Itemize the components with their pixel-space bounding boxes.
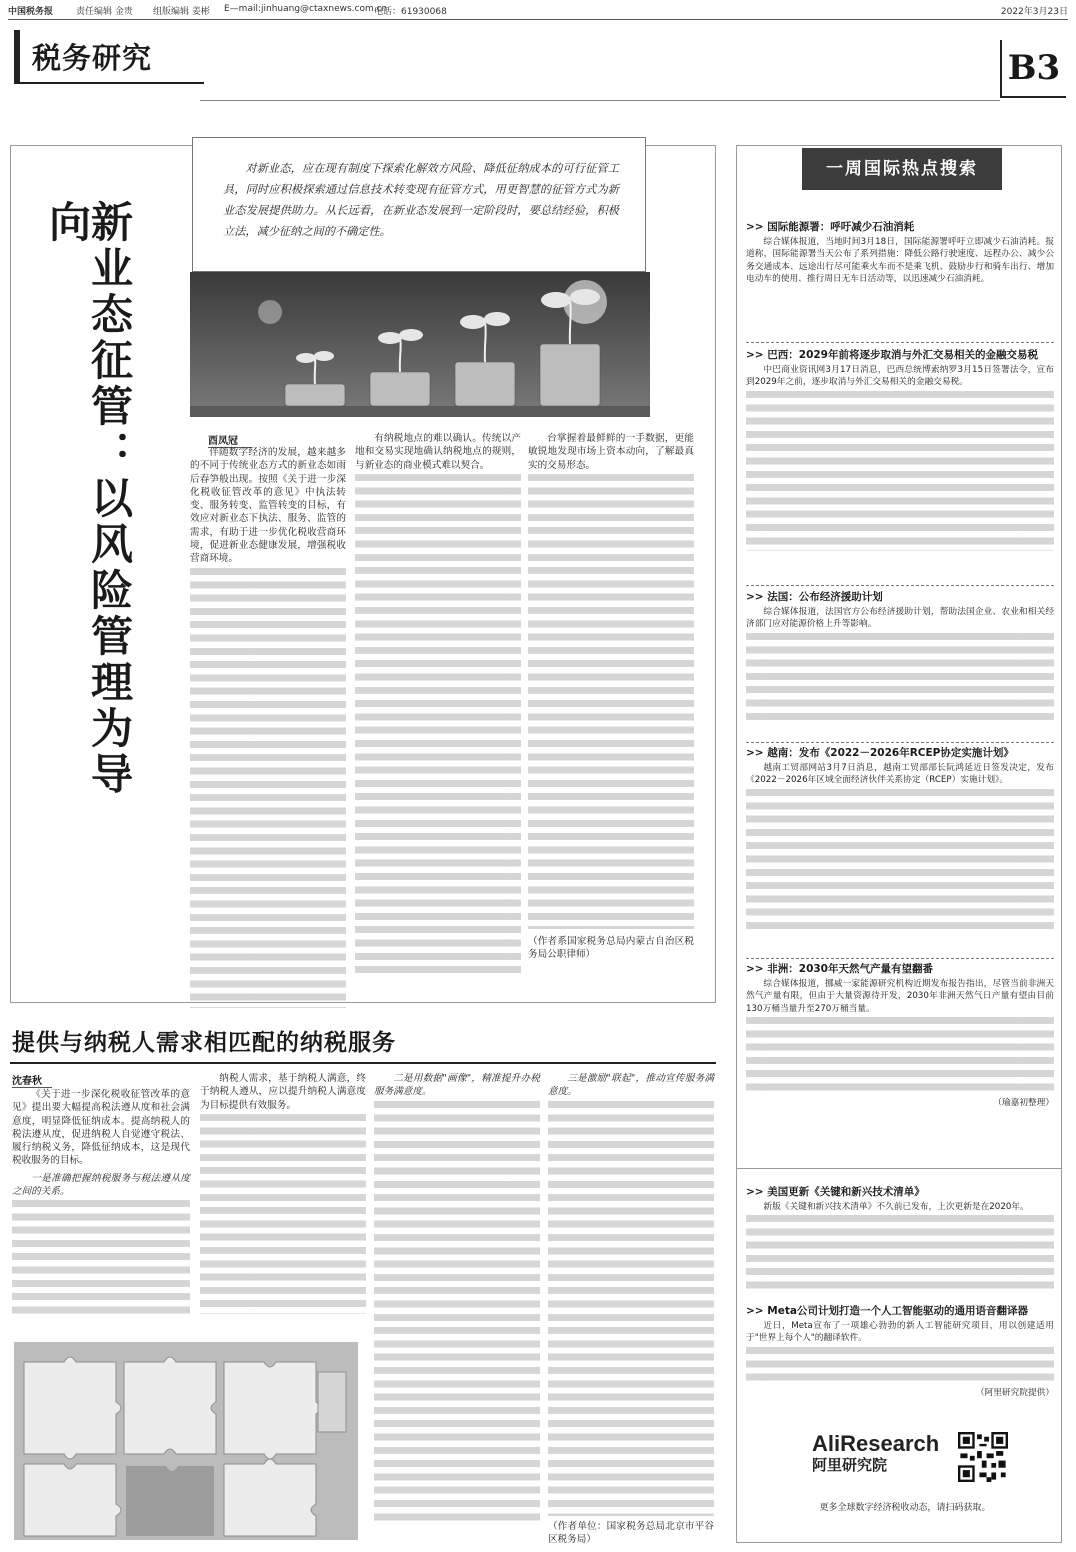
right-item-6-title: >> 美国更新《关键和新兴技术清单》 (746, 1186, 925, 1198)
right-item-1 (746, 220, 1054, 286)
lead-quote: 对新业态，应在现有制度下探索化解效方风险、降低征纳成本的可行征管工具，同时应积极探索通过信息技术转变现有征管方式，用更智慧的征管方式为新业态发展提供助力。从长远看，在新业态发展到一定阶段时，要总结经验，积极立法，减少征纳之间的不确定性。 (223, 162, 619, 238)
lead-col-2 (355, 432, 521, 992)
second-col-4-filler (548, 1101, 714, 1516)
duty-editor: 责任编辑 金贵 (76, 7, 133, 17)
second-subhead-1: 一是准确把握纳税服务与税法遵从度之间的关系。 (12, 1172, 190, 1198)
second-col-1 (12, 1088, 190, 1328)
right-item-2-title: >> 巴西：2029年前将逐步取消与外汇交易相关的金融交易税 (746, 349, 1038, 361)
second-col-3-filler (374, 1101, 540, 1521)
right-item-3-body: 综合媒体报道，法国官方公布经济援助计划，帮助法国企业、农业和相关经济部门应对能源价格上升等影响。 (746, 606, 1054, 723)
right-item-7-title: >> Meta公司计划打造一个人工智能驱动的通用语音翻译器 (746, 1305, 1028, 1317)
section-title: 税务研究 (32, 41, 153, 75)
second-col-1-text: 《关于进一步深化税收征管改革的意见》提出要大幅提高税法遵从度和社会满意度，明显降低征纳成本。提高纳税人的税法遵从度，促进纳税人自觉遵守税法、履行纳税义务，降低征纳成本，这是现代税收服务的目标。 (12, 1089, 190, 1167)
second-col-2-text: 纳税人需求，基于纳税人满意，终于纳税人遵从，应以提升纳税人满意度为目标提供有效服务。 (200, 1073, 366, 1111)
second-headline-rule (10, 1062, 716, 1064)
second-headline: 提供与纳税人需求相匹配的纳税服务 (12, 1029, 396, 1056)
second-col-2-filler (200, 1114, 366, 1314)
right-credit-2: （阿里研究院提供） (975, 1387, 1054, 1398)
issue-date: 2022年3月23日 (1000, 7, 1068, 17)
page-number: B3 (1000, 40, 1066, 98)
second-subhead-2: 二是用数据"画像"，精准提升办税服务满意度。 (374, 1073, 540, 1098)
aliresearch-logo (812, 1432, 952, 1474)
lead-col-1 (190, 446, 346, 994)
second-byline-block (12, 1072, 52, 1088)
right-divider-1 (746, 342, 1054, 343)
second-col-4 (548, 1072, 714, 1545)
right-item-3-title: >> 法国：公布经济援助计划 (746, 591, 883, 603)
section-tab (14, 30, 204, 84)
masthead-rule (8, 19, 1068, 20)
right-item-4 (746, 746, 1054, 929)
right-item-3 (746, 590, 1054, 723)
lead-author: 酉凤冠 (208, 432, 252, 448)
section-rule (200, 100, 1000, 101)
second-col-2 (200, 1072, 366, 1328)
second-subhead-3: 三是激励"联起"，推动宣传服务满意度。 (548, 1073, 714, 1098)
right-item-4-title: >> 越南：发布《2022－2026年RCEP协定实施计划》 (746, 747, 1014, 759)
lead-col-1-text: 伴随数字经济的发展，越来越多的不同于传统业态方式的新业态如雨后春笋般出现。按照《关于进一步深化税收征管改革的意见》中执法转变、服务转变、监管转变的目标，有效应对新业态下执法、服务、监管的需求，有助于进一步优化税收营商环境，促进新业态健康发展，增强税收营商环境。 (190, 447, 346, 565)
phone: 电话：61930068 (374, 7, 447, 17)
lead-col-2-filler (355, 474, 521, 979)
right-item-4-body: 越南工贸部网站3月7日消息，越南工贸部部长阮鸿延近日签发决定，发布《2022－2026年区域全面经济伙伴关系协定（RCEP）实施计划》。 (746, 762, 1054, 929)
second-col-1-filler (12, 1200, 190, 1318)
right-item-1-title: >> 国际能源署：呼吁减少石油消耗 (746, 221, 915, 233)
qr-code-icon[interactable] (958, 1432, 1008, 1482)
right-item-6-body: 新版《关键和新兴技术清单》不久前已发布，上次更新是在2020年。 (746, 1201, 1054, 1289)
right-item-6 (746, 1185, 1054, 1289)
puzzle-illustration (14, 1342, 358, 1540)
paper-name: 中国税务报 (8, 7, 54, 17)
lead-headline: 新业态征管：以风险管理为导向 (43, 200, 134, 798)
lead-col-3-text: 台掌握着最鲜鲜的一手数据，更能敏锐地发现市场上资本动向，了解最真实的交易形态。 (528, 433, 694, 471)
right-item-5-title: >> 非洲：2030年天然气产量有望翻番 (746, 963, 933, 975)
masthead-bar (8, 3, 1068, 17)
lead-col-2-text: 有纳税地点的难以确认。传统以产地和交易实现地确认纳税地点的规则，与新业态的商业模式难以契合。 (355, 433, 521, 471)
layout-editor: 组版编辑 姜彬 (153, 7, 210, 17)
lead-col-3 (528, 432, 694, 992)
right-divider-2 (746, 585, 1054, 586)
second-source: （作者单位：国家税务总局北京市平谷区税务局） (548, 1520, 714, 1545)
right-divider-4 (746, 958, 1054, 959)
right-item-1-body: 综合媒体报道，当地时间3月18日，国际能源署呼吁立即减少石油消耗。报道称，国际能源署当天公布了系列措施：降低公路行驶速度、远程办公、减少公务交通成本、远途出行尽可能乘火车而不是乘飞机、鼓励步行和骑车出行、增加电动车的使用、推行周日无车日活动等，以迅速减少石油消耗。 (746, 237, 1054, 285)
second-col-3 (374, 1072, 540, 1532)
lead-col-3-filler (528, 474, 694, 929)
email: E—mail:jinhuang@ctaxnews.com.cn (224, 4, 388, 14)
right-credit-1: （瑜嘉初整理） (993, 1098, 1054, 1109)
second-author: 沈春秋 (12, 1072, 52, 1088)
right-item-5-body: 综合媒体报道，挪威一家能源研究机构近期发布报告指出，尽管当前非洲天然气产量有限，但由于大量资源待开发，2030年非洲天然气日产量有望由目前130万桶当量升至270万桶当量。 (746, 978, 1054, 1097)
logo-chinese: 阿里研究院 (812, 1456, 888, 1474)
lead-quote-box (192, 137, 646, 272)
right-item-7 (746, 1304, 1054, 1399)
right-item-7-body: 近日，Meta宣布了一项雄心勃勃的新人工智能研究项目，用以创建适用于"世界上每个人"的翻译软件。 (746, 1320, 1054, 1387)
right-slogan: 更多全球数字经济税收动态，请扫码获取。 (819, 1503, 991, 1513)
right-item-2 (746, 348, 1054, 551)
lead-source: （作者系国家税务总局内蒙古自治区税务局公职律师） (528, 935, 694, 961)
right-item-5 (746, 962, 1054, 1110)
right-section-split (736, 1168, 1062, 1169)
lead-col-1-filler (190, 568, 346, 1008)
right-divider-3 (746, 742, 1054, 743)
coin-sprout-photo (190, 272, 650, 417)
right-item-2-body: 中巴商业资讯网3月17日消息，巴西总统博索纳罗3月15日签署法令，宣布到2029年之前，逐步取消与外汇交易相关的金融交易税。 (746, 364, 1054, 551)
right-banner: 一周国际热点搜索 (802, 148, 1002, 190)
logo-english: AliResearch (812, 1431, 940, 1456)
